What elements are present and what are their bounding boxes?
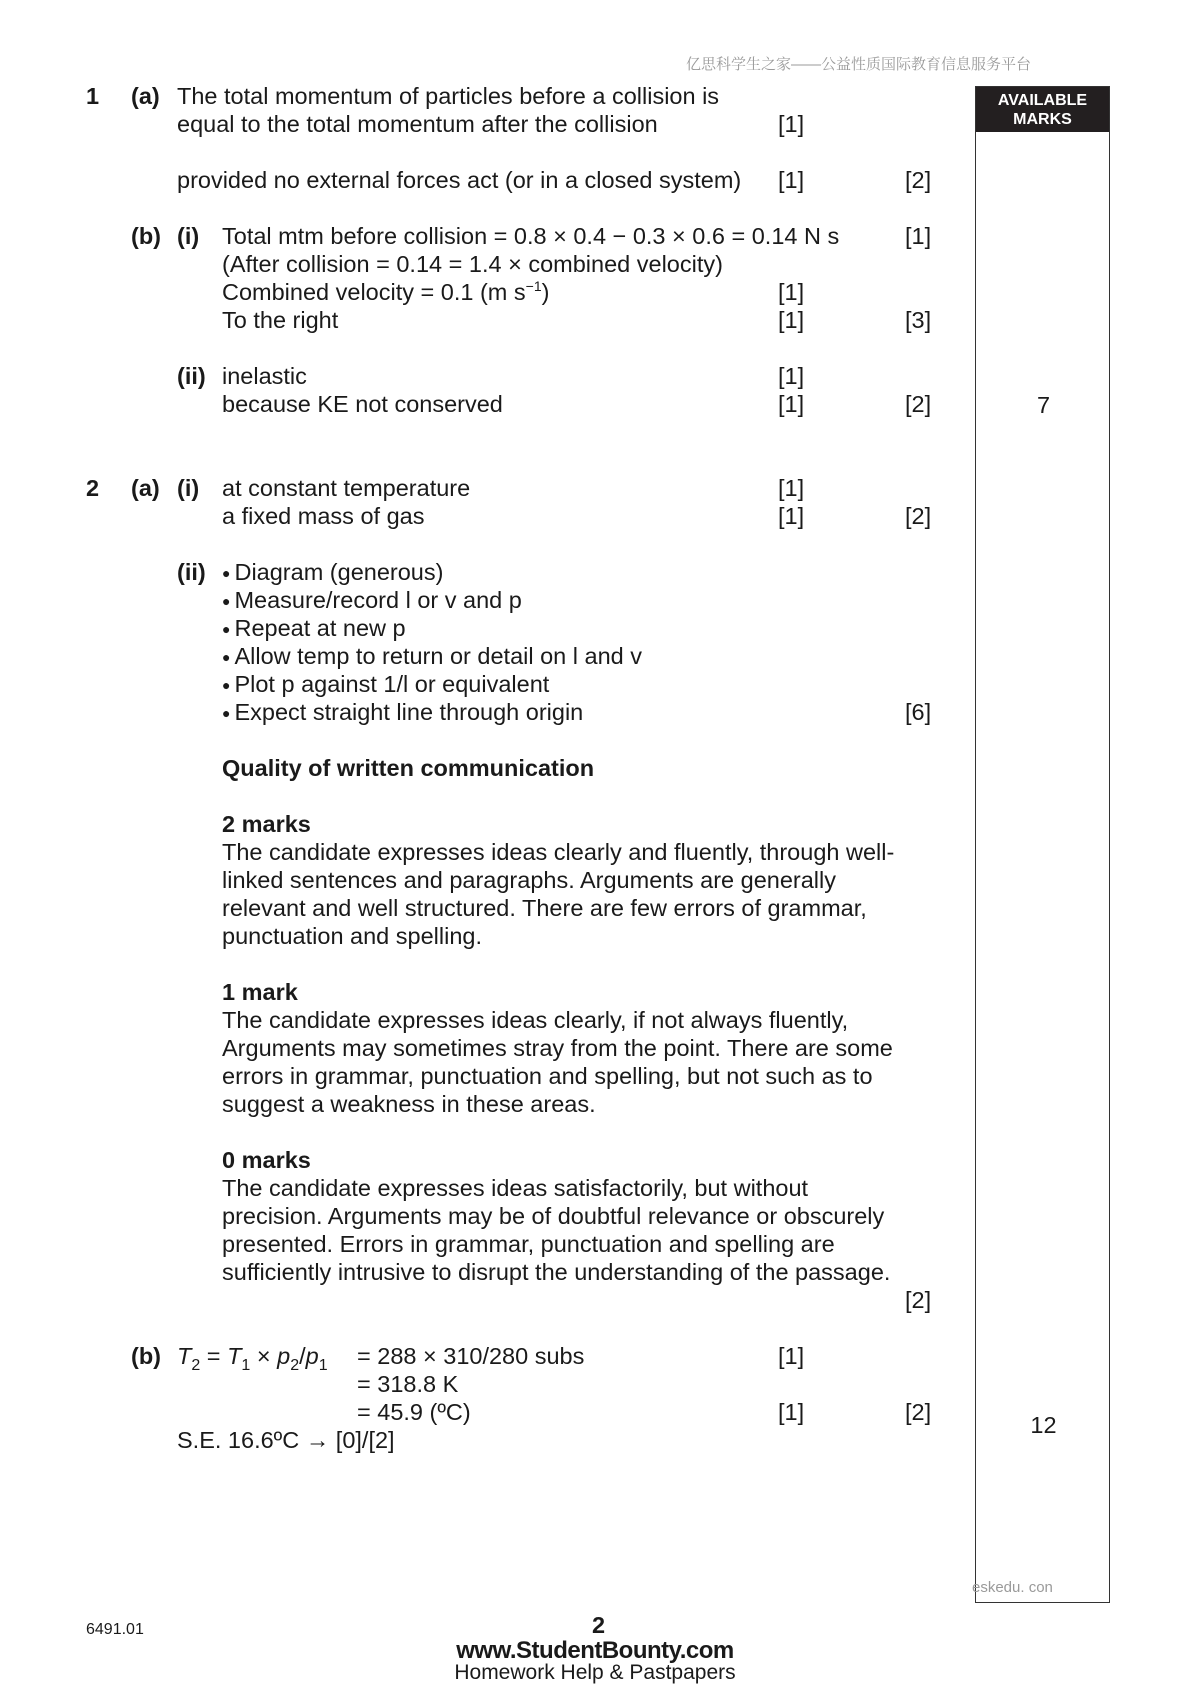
available-marks-header <box>976 87 1109 132</box>
q2b-equation-lhs <box>177 1342 328 1374</box>
bullet-dot-icon: ● <box>222 649 231 665</box>
available-marks-header-line1: AVAILABLE <box>997 92 1088 109</box>
qwc-total: [2] <box>905 1287 932 1313</box>
q1bi-line3-mark: [1] <box>778 279 805 305</box>
qwc-1mark-title: 1 mark <box>222 979 298 1005</box>
watermark-top: 亿思科学生之家——公益性质国际教育信息服务平台 <box>686 56 1032 73</box>
q1a-line2: equal to the total momentum after the collision <box>177 111 658 137</box>
qwc-0marks-title: 0 marks <box>222 1147 311 1173</box>
q1bii-label: (ii) <box>177 363 206 389</box>
page-number: 2 <box>592 1612 606 1638</box>
q1a-line2-mark: [1] <box>778 111 805 137</box>
q2b-label: (b) <box>131 1343 162 1369</box>
q2aii-total: [6] <box>905 699 932 725</box>
eq-p2: p <box>277 1343 291 1369</box>
q2b-line1-mark: [1] <box>778 1343 805 1369</box>
q2ai-line1-mark: [1] <box>778 475 805 501</box>
q1a-line3-mark: [1] <box>778 167 805 193</box>
eq-p2-sub: 2 <box>290 1357 300 1374</box>
bullet-dot-icon: ● <box>222 677 231 693</box>
q1bi-line1-mark: [1] <box>905 223 932 249</box>
qwc-0marks-text: The candidate expresses ideas satisfactorily, but without precision. Arguments may be of doubtful relevance or obscurely presented. Errors in grammar, punctuation and spelling are sufficiently intrusive to disrupt the understanding of the passage. <box>222 1175 891 1285</box>
q2-number: 2 <box>86 475 100 501</box>
q1a-line3: provided no external forces act (or in a closed system) <box>177 167 742 193</box>
q1bi-line3-sup: −1 <box>525 278 542 294</box>
q1bi-line4-mark: [1] <box>778 307 805 333</box>
q1a-line1: The total momentum of particles before a collision is <box>177 83 720 109</box>
q1bii-total: [2] <box>905 391 932 417</box>
eq-p1-sub: 1 <box>318 1357 328 1374</box>
bullet-text: Measure/record l or v and p <box>234 587 522 613</box>
bullet-item <box>222 586 522 617</box>
bullet-text: Diagram (generous) <box>234 559 444 585</box>
bullet-dot-icon: ● <box>222 621 231 637</box>
eq-T2-sub: 2 <box>191 1357 201 1374</box>
bullet-text: Repeat at new p <box>234 615 406 641</box>
bullet-item <box>222 670 549 701</box>
bullet-dot-icon: ● <box>222 565 231 581</box>
eq-slash: / <box>299 1343 306 1369</box>
q2b-total: [2] <box>905 1399 932 1425</box>
q1bii-line1-mark: [1] <box>778 363 805 389</box>
q1bi-line3-text: Combined velocity = 0.1 (m s <box>222 279 526 305</box>
eq-T1: T <box>227 1343 242 1369</box>
qwc-heading: Quality of written communication <box>222 755 595 781</box>
q1bii-line1: inelastic <box>222 363 307 389</box>
q1a-total: [2] <box>905 167 932 193</box>
q1a-label: (a) <box>131 83 160 109</box>
q1bi-line2: (After collision = 0.14 = 1.4 × combined velocity) <box>222 251 723 277</box>
studentbounty-tagline: Homework Help & Pastpapers <box>454 1661 736 1684</box>
q1bi-total: [3] <box>905 307 932 333</box>
q1bi-line4: To the right <box>222 307 339 333</box>
bullet-text: Plot p against 1/l or equivalent <box>234 671 550 697</box>
bullet-item <box>222 614 406 645</box>
q1bii-line2-mark: [1] <box>778 391 805 417</box>
q1-number: 1 <box>86 83 100 109</box>
q2ai-line2-mark: [1] <box>778 503 805 529</box>
q2ai-line2: a fixed mass of gas <box>222 503 425 529</box>
studentbounty-site[interactable]: www.StudentBounty.com <box>456 1637 734 1664</box>
q2b-line3-mark: [1] <box>778 1399 805 1425</box>
q1bi-label: (i) <box>177 223 200 249</box>
q2b-line1-rhs: = 288 × 310/280 subs <box>357 1343 585 1369</box>
eq-times: × <box>250 1343 278 1369</box>
q1bi-line3 <box>222 278 549 309</box>
eq-T2: T <box>177 1343 192 1369</box>
q2ai-line1: at constant temperature <box>222 475 471 501</box>
bullet-dot-icon: ● <box>222 705 231 721</box>
bullet-text: Allow temp to return or detail on l and v <box>234 643 643 669</box>
bullet-dot-icon: ● <box>222 593 231 609</box>
q1bi-line3-close: ) <box>541 279 550 305</box>
q2-available-marks: 12 <box>1030 1412 1057 1438</box>
qwc-2marks-text: The candidate expresses ideas clearly and fluently, through well-linked sentences and paragraphs. Arguments are generally relevant and well structured. There are few errors of grammar, punctuation and spelling. <box>222 839 895 949</box>
q1-available-marks: 7 <box>1036 392 1051 418</box>
bullet-item <box>222 698 583 729</box>
watermark-bottom: eskedu. con <box>972 1579 1053 1596</box>
q2b-line3-rhs: = 45.9 (ºC) <box>357 1399 471 1425</box>
q1b-label: (b) <box>131 223 162 249</box>
available-marks-header-line2: MARKS <box>1013 111 1072 128</box>
paper-code: 6491.01 <box>86 1621 144 1638</box>
eq-equals: = <box>200 1343 228 1369</box>
q2b-line2-rhs: = 318.8 K <box>357 1371 459 1397</box>
q2ai-label: (i) <box>177 475 200 501</box>
q1bi-line1: Total mtm before collision = 0.8 × 0.4 − 0.3 × 0.6 = 0.14 N s <box>222 223 840 249</box>
available-marks-column <box>975 86 1110 1603</box>
bullet-item <box>222 558 443 589</box>
qwc-1mark-text: The candidate expresses ideas clearly, if not always fluently, Arguments may sometimes stray from the point. There are some errors in grammar, punctuation and spelling, but not such as to suggest a weakness in these areas. <box>222 1007 893 1117</box>
q2b-se-line: S.E. 16.6ºC → [0]/[2] <box>177 1427 395 1453</box>
q2a-label: (a) <box>131 475 160 501</box>
eq-T1-sub: 1 <box>241 1357 251 1374</box>
bullet-item <box>222 642 642 673</box>
eq-p1: p <box>305 1343 319 1369</box>
q1bii-line2: because KE not conserved <box>222 391 503 417</box>
q2ai-total: [2] <box>905 503 932 529</box>
qwc-2marks-title: 2 marks <box>222 811 311 837</box>
bullet-text: Expect straight line through origin <box>234 699 584 725</box>
q2aii-label: (ii) <box>177 559 206 585</box>
